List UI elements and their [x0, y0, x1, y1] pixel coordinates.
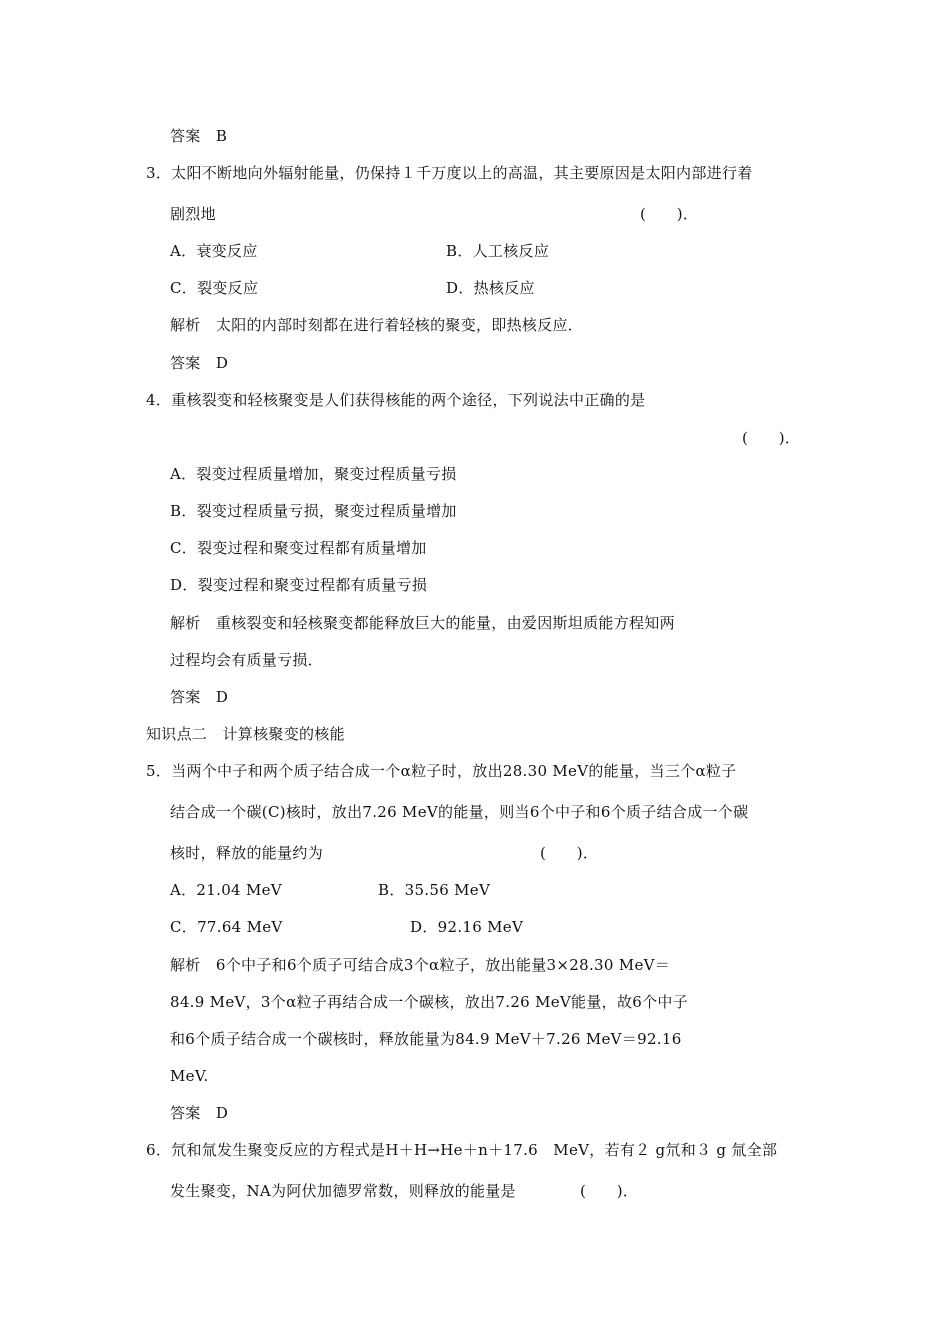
q5-option-d: D．92.16 MeV — [410, 918, 524, 936]
q6-stem-line2: 发生聚变，NA为阿伏加德罗常数，则释放的能量是 — [170, 1182, 516, 1200]
q3-option-a: A．衰变反应 — [170, 242, 258, 260]
q5-analysis-line1: 解析 6个中子和6个质子可结合成3个α粒子，放出能量3×28.30 MeV＝ — [170, 956, 671, 974]
q5-option-a: A．21.04 MeV — [170, 881, 282, 899]
q5-answer-blank: ( )． — [540, 844, 599, 862]
q3-option-b: B．人工核反应 — [446, 242, 550, 260]
q2-answer: 答案 B — [170, 127, 228, 145]
q4-analysis-line1: 解析 重核裂变和轻核聚变都能释放巨大的能量，由爱因斯坦质能方程知两 — [170, 614, 675, 632]
q5-stem-line3: 核时，释放的能量约为 — [170, 844, 324, 862]
q4-option-a: A．裂变过程质量增加，聚变过程质量亏损 — [170, 465, 457, 483]
q6-stem-line1: 6．氘和氚发生聚变反应的方程式是H＋H→He＋n＋17.6 MeV，若有２ g氘和３ g 氚全部 — [146, 1141, 778, 1159]
q5-answer: 答案 D — [170, 1104, 229, 1122]
q6-answer-blank: ( )． — [580, 1182, 639, 1200]
q4-option-b: B．裂变过程质量亏损，聚变过程质量增加 — [170, 502, 457, 520]
q5-option-b: B．35.56 MeV — [378, 881, 491, 899]
q5-stem-line2: 结合成一个碳(C)核时，放出7.26 MeV的能量，则当6个中子和6个质子结合成一个碳 — [170, 803, 749, 821]
q4-analysis-line2: 过程均会有质量亏损． — [170, 651, 324, 669]
q3-analysis: 解析 太阳的内部时刻都在进行着轻核的聚变，即热核反应． — [170, 316, 584, 334]
q4-option-d: D．裂变过程和聚变过程都有质量亏损 — [170, 576, 428, 594]
q5-analysis-line2: 84.9 MeV，3个α粒子再结合成一个碳核，放出7.26 MeV能量，故6个中子 — [170, 993, 688, 1011]
q4-option-c: C．裂变过程和聚变过程都有质量增加 — [170, 539, 427, 557]
q3-option-d: D．热核反应 — [446, 279, 535, 297]
q5-option-c: C．77.64 MeV — [170, 918, 283, 936]
q3-option-c: C．裂变反应 — [170, 279, 259, 297]
q4-stem-line1: 4．重核裂变和轻核聚变是人们获得核能的两个途径，下列说法中正确的是 — [146, 391, 646, 409]
q4-answer-blank: ( )． — [742, 429, 801, 447]
q3-answer-blank: ( )． — [640, 205, 699, 223]
q3-answer: 答案 D — [170, 354, 229, 372]
q4-answer: 答案 D — [170, 688, 229, 706]
q5-stem-line1: 5．当两个中子和两个质子结合成一个α粒子时，放出28.30 MeV的能量，当三个α粒子 — [146, 762, 737, 780]
q3-stem-line2: 剧烈地 — [170, 205, 216, 223]
q3-stem-line1: 3．太阳不断地向外辐射能量，仍保持１千万度以上的高温，其主要原因是太阳内部进行着 — [146, 164, 753, 182]
q5-analysis-line3: 和6个质子结合成一个碳核时，释放能量为84.9 MeV＋7.26 MeV＝92.16 — [170, 1030, 682, 1048]
q5-analysis-line4: MeV. — [170, 1067, 209, 1085]
section-title: 知识点二 计算核聚变的核能 — [146, 725, 345, 743]
